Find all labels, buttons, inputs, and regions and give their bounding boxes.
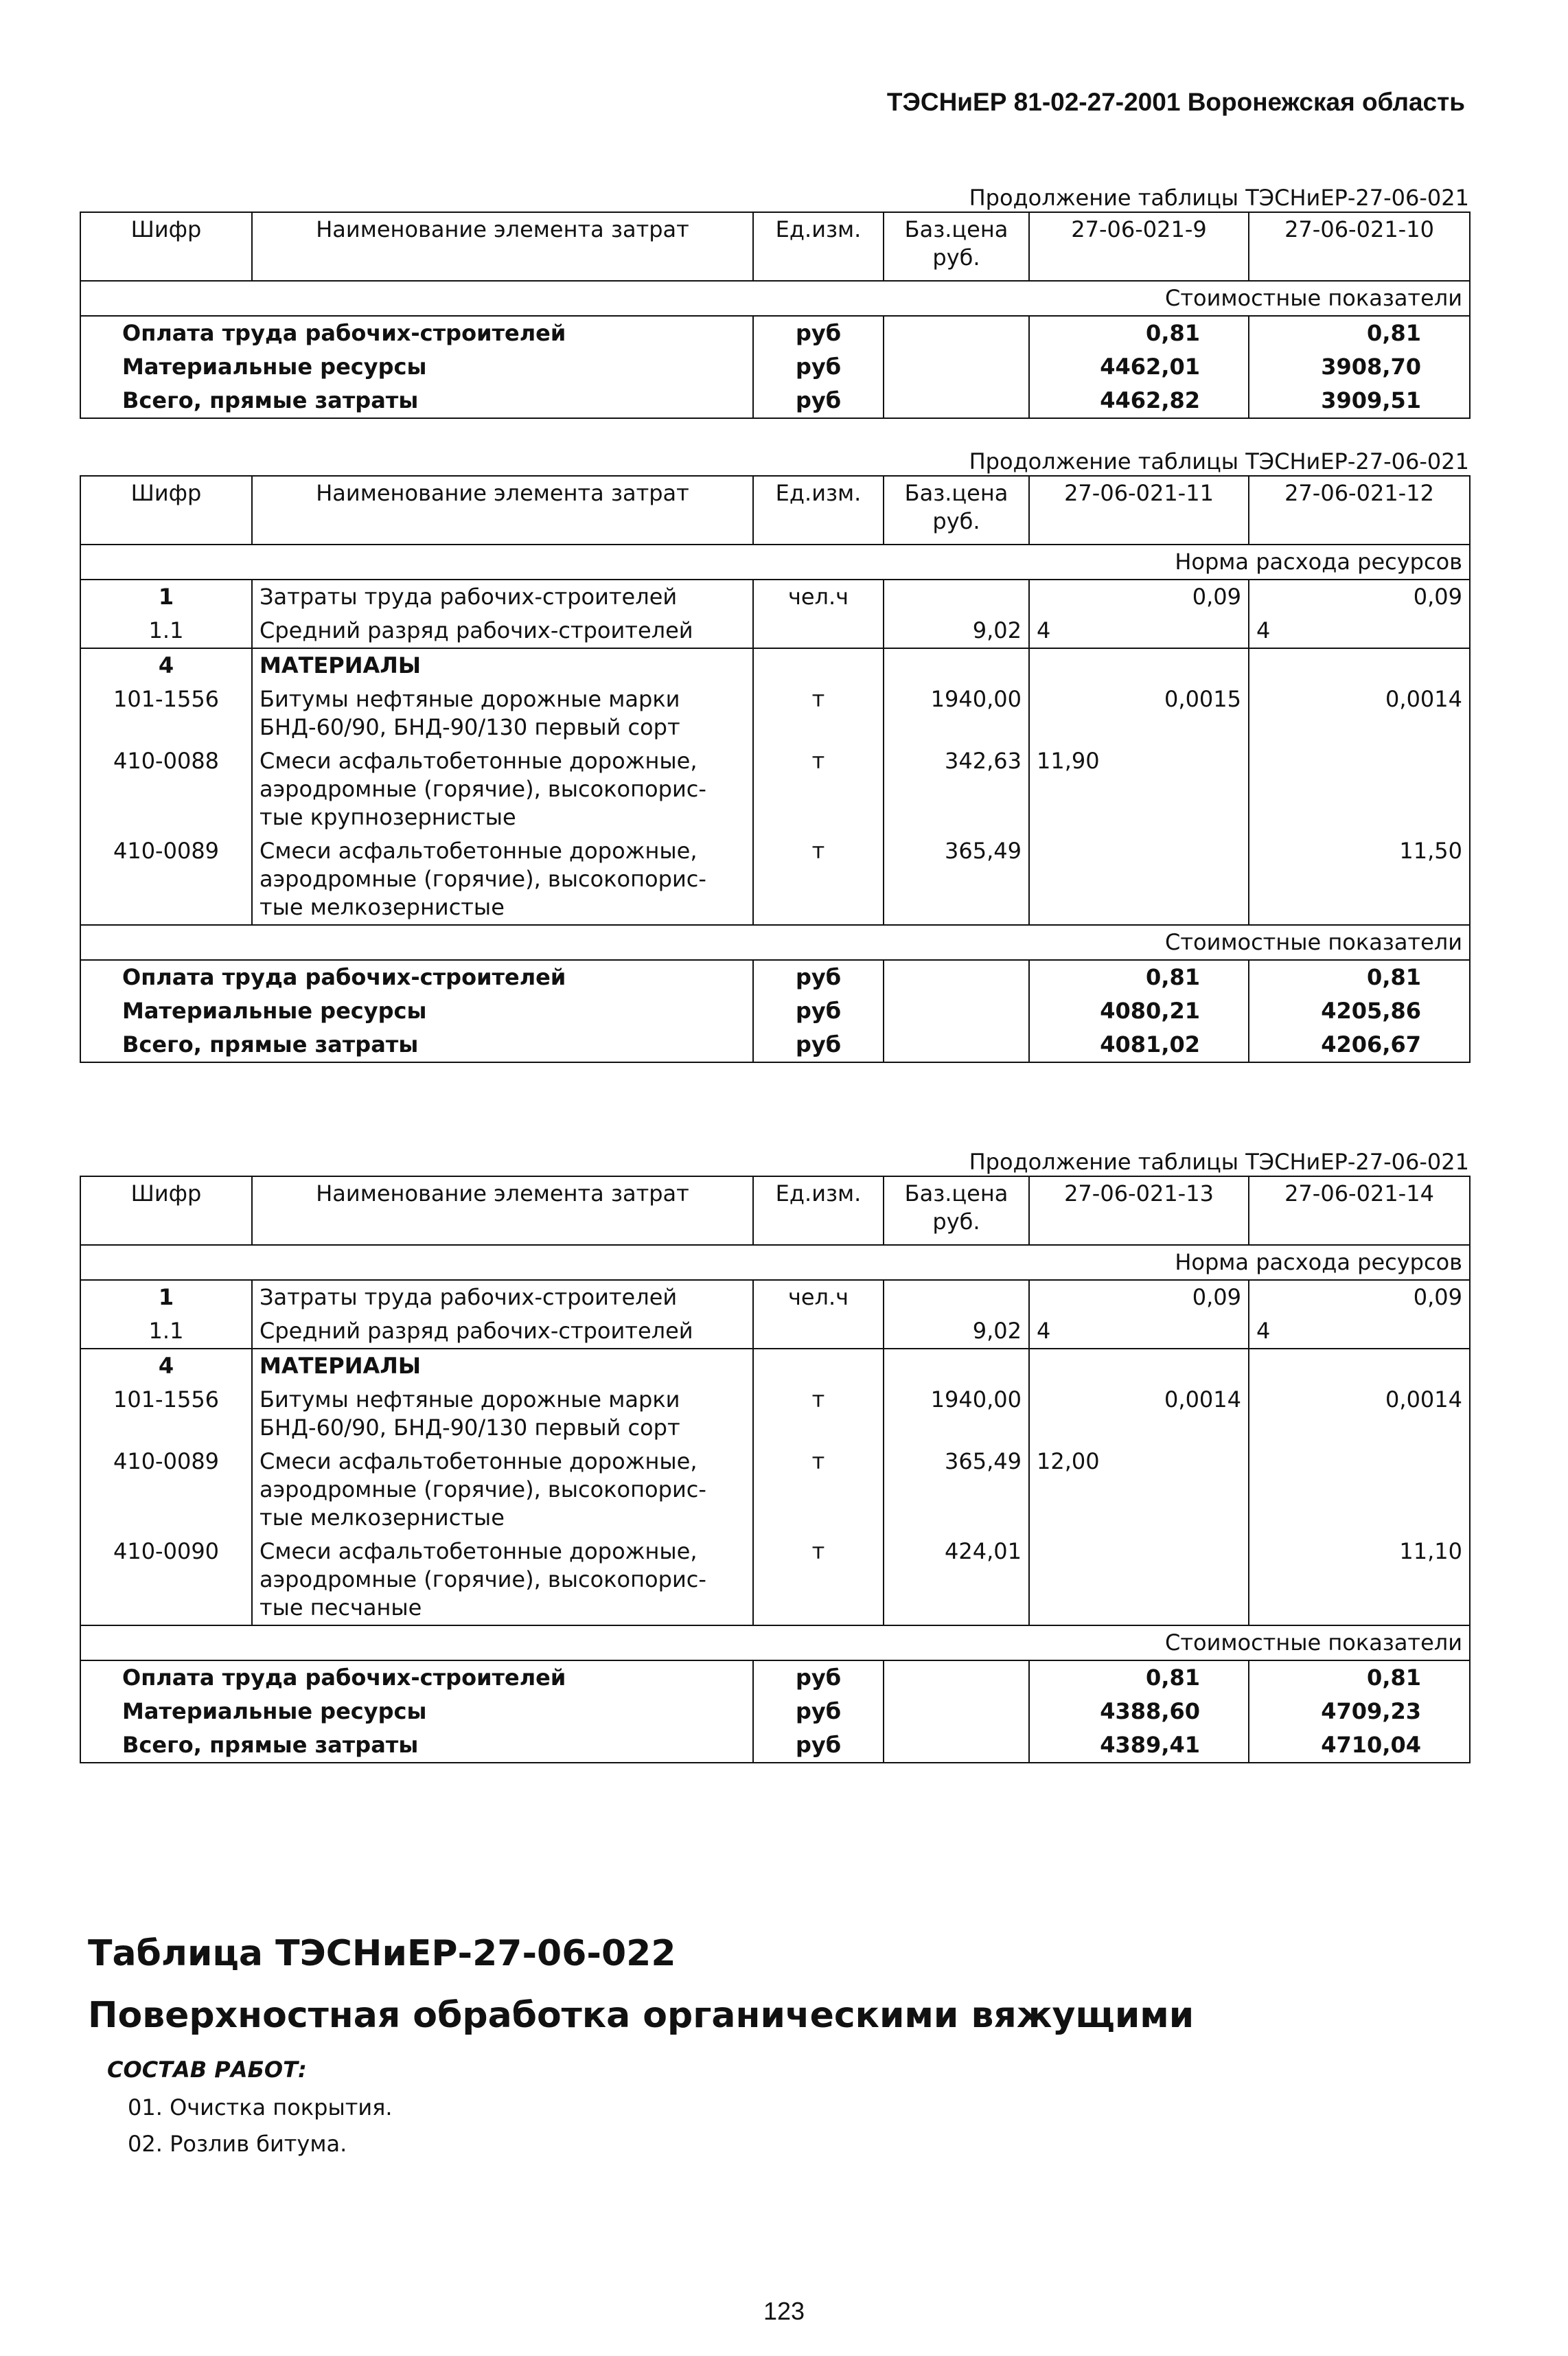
table-caption: Продолжение таблицы ТЭСНиЕР-27-06-021: [969, 185, 1469, 211]
row-name: Смеси асфальтобетонные дорожные, аэродромные (горячие), высокопорис-тые крупнозернистые: [252, 744, 753, 834]
total-price: [884, 960, 1029, 994]
row-price: 9,02: [884, 614, 1029, 648]
col-header-price: Баз.цена руб.: [884, 476, 1029, 545]
total-price: [884, 1695, 1029, 1728]
table-header-row: [80, 476, 1470, 545]
row-value-a: 0,09: [1029, 580, 1249, 614]
table-row: [80, 1280, 1470, 1314]
table-block-1: [80, 184, 1469, 419]
row-code: 410-0089: [80, 1445, 252, 1535]
section-label: Норма расхода ресурсов: [80, 1245, 1470, 1280]
total-price: [884, 1728, 1029, 1763]
total-row: [80, 1728, 1470, 1763]
col-header-code: Шифр: [80, 476, 252, 545]
row-name: Средний разряд рабочих-строителей: [252, 614, 753, 648]
row-value-b: 0,09: [1249, 1280, 1470, 1314]
total-unit: руб: [753, 384, 884, 418]
row-value-a: 0,0014: [1029, 1383, 1249, 1445]
row-value-b: [1249, 1445, 1470, 1535]
total-price: [884, 994, 1029, 1028]
total-value-a: 0,81: [1029, 960, 1249, 994]
table-row: [80, 1535, 1470, 1625]
row-price: 1940,00: [884, 1383, 1029, 1445]
resource-table: [80, 1176, 1471, 1763]
total-price: [884, 316, 1029, 350]
col-header-code: Шифр: [80, 1176, 252, 1245]
row-name: Средний разряд рабочих-строителей: [252, 1314, 753, 1349]
total-row: [80, 384, 1470, 418]
table-row: [80, 683, 1470, 744]
row-code: 4: [80, 1349, 252, 1383]
total-label: Всего, прямые затраты: [80, 1728, 753, 1763]
total-price: [884, 1028, 1029, 1062]
row-name: Смеси асфальтобетонные дорожные, аэродромные (горячие), высокопорис-тые песчаные: [252, 1535, 753, 1625]
page-number: 123: [763, 2297, 805, 2325]
total-unit: руб: [753, 316, 884, 350]
col-header-name: Наименование элемента затрат: [252, 476, 753, 545]
row-unit: т: [753, 744, 884, 834]
row-unit: чел.ч: [753, 580, 884, 614]
table-row-materials: [80, 648, 1470, 683]
section-row-norms: [80, 1245, 1470, 1280]
row-name: Затраты труда рабочих-строителей: [252, 580, 753, 614]
total-unit: руб: [753, 994, 884, 1028]
row-price: 9,02: [884, 1314, 1029, 1349]
total-row: [80, 316, 1470, 350]
table-row: [80, 1314, 1470, 1349]
total-row: [80, 1660, 1470, 1695]
row-value-b: 4: [1249, 614, 1470, 648]
section-subtitle: Поверхностная обработка органическими вяжущими: [88, 1995, 1195, 2036]
row-name: Затраты труда рабочих-строителей: [252, 1280, 753, 1314]
total-row: [80, 350, 1470, 384]
row-value-b: 0,0014: [1249, 683, 1470, 744]
col-header-name: Наименование элемента затрат: [252, 1176, 753, 1245]
col-header-unit: Ед.изм.: [753, 1176, 884, 1245]
table-block-2: [80, 448, 1469, 1063]
table-row: [80, 1445, 1470, 1535]
row-name: Битумы нефтяные дорожные марки БНД-60/90, БНД-90/130 первый сорт: [252, 683, 753, 744]
total-unit: руб: [753, 1695, 884, 1728]
row-name: Смеси асфальтобетонные дорожные, аэродромные (горячие), высокопорис-тые мелкозернистые: [252, 834, 753, 925]
section-title: Таблица ТЭСНиЕР-27-06-022: [88, 1933, 676, 1974]
total-value-a: 4462,01: [1029, 350, 1249, 384]
col-header-b: 27-06-021-10: [1249, 212, 1470, 281]
row-unit: чел.ч: [753, 1280, 884, 1314]
section-row-costs: [80, 1625, 1470, 1660]
work-item: 02. Розлив битума.: [128, 2131, 347, 2157]
total-value-a: 4462,82: [1029, 384, 1249, 418]
resource-table: [80, 211, 1471, 419]
table-row: [80, 834, 1470, 925]
row-code: 1.1: [80, 614, 252, 648]
row-value-a: 0,09: [1029, 1280, 1249, 1314]
total-price: [884, 1660, 1029, 1695]
total-unit: руб: [753, 1028, 884, 1062]
total-value-b: 0,81: [1249, 1660, 1470, 1695]
section-row-costs: [80, 925, 1470, 960]
table-row: [80, 614, 1470, 648]
total-row: [80, 960, 1470, 994]
total-value-b: 4205,86: [1249, 994, 1470, 1028]
row-price: 1940,00: [884, 683, 1029, 744]
total-value-a: 4388,60: [1029, 1695, 1249, 1728]
row-price: 424,01: [884, 1535, 1029, 1625]
col-header-price: Баз.цена руб.: [884, 212, 1029, 281]
row-value-b: 11,50: [1249, 834, 1470, 925]
total-label: Материальные ресурсы: [80, 994, 753, 1028]
row-code: 1: [80, 1280, 252, 1314]
row-name: Битумы нефтяные дорожные марки БНД-60/90, БНД-90/130 первый сорт: [252, 1383, 753, 1445]
section-row-costs: [80, 281, 1470, 316]
total-unit: руб: [753, 960, 884, 994]
row-value-b: [1249, 744, 1470, 834]
row-value-a: 11,90: [1029, 744, 1249, 834]
total-price: [884, 384, 1029, 418]
row-unit: т: [753, 834, 884, 925]
row-value-a: 4: [1029, 614, 1249, 648]
table-row: [80, 580, 1470, 614]
total-label: Материальные ресурсы: [80, 350, 753, 384]
total-unit: руб: [753, 1728, 884, 1763]
row-value-b: 0,09: [1249, 580, 1470, 614]
total-label: Оплата труда рабочих-строителей: [80, 316, 753, 350]
row-code: 410-0089: [80, 834, 252, 925]
section-label: Стоимостные показатели: [80, 925, 1470, 960]
row-code: 101-1556: [80, 1383, 252, 1445]
total-value-b: 3909,51: [1249, 384, 1470, 418]
total-label: Материальные ресурсы: [80, 1695, 753, 1728]
row-value-a: [1029, 834, 1249, 925]
row-price: 342,63: [884, 744, 1029, 834]
section-label: Стоимостные показатели: [80, 281, 1470, 316]
table-row-materials: [80, 1349, 1470, 1383]
document-header: ТЭСНиЕР 81-02-27-2001 Воронежская область: [886, 88, 1465, 116]
table-row: [80, 744, 1470, 834]
row-unit: [753, 1314, 884, 1349]
total-value-b: 0,81: [1249, 316, 1470, 350]
total-label: Всего, прямые затраты: [80, 384, 753, 418]
row-value-a: 12,00: [1029, 1445, 1249, 1535]
total-row: [80, 994, 1470, 1028]
row-unit: [753, 614, 884, 648]
total-value-b: 4709,23: [1249, 1695, 1470, 1728]
materials-heading: МАТЕРИАЛЫ: [252, 1349, 753, 1383]
col-header-b: 27-06-021-14: [1249, 1176, 1470, 1245]
total-unit: руб: [753, 350, 884, 384]
total-value-b: 4710,04: [1249, 1728, 1470, 1763]
table-caption: Продолжение таблицы ТЭСНиЕР-27-06-021: [969, 1149, 1469, 1175]
row-price: [884, 1280, 1029, 1314]
table-row: [80, 1383, 1470, 1445]
col-header-a: 27-06-021-13: [1029, 1176, 1249, 1245]
row-price: 365,49: [884, 1445, 1029, 1535]
works-heading: СОСТАВ РАБОТ:: [107, 2057, 307, 2083]
table-caption: Продолжение таблицы ТЭСНиЕР-27-06-021: [969, 448, 1469, 474]
table-header-row: [80, 212, 1470, 281]
row-value-a: [1029, 1535, 1249, 1625]
col-header-code: Шифр: [80, 212, 252, 281]
total-value-b: 0,81: [1249, 960, 1470, 994]
row-price: [884, 580, 1029, 614]
work-item: 01. Очистка покрытия.: [128, 2094, 393, 2120]
row-value-b: 0,0014: [1249, 1383, 1470, 1445]
total-label: Всего, прямые затраты: [80, 1028, 753, 1062]
row-value-a: 0,0015: [1029, 683, 1249, 744]
total-row: [80, 1695, 1470, 1728]
row-code: 101-1556: [80, 683, 252, 744]
total-value-a: 0,81: [1029, 316, 1249, 350]
total-value-a: 4081,02: [1029, 1028, 1249, 1062]
section-label: Норма расхода ресурсов: [80, 545, 1470, 580]
row-code: 410-0088: [80, 744, 252, 834]
col-header-name: Наименование элемента затрат: [252, 212, 753, 281]
col-header-price: Баз.цена руб.: [884, 1176, 1029, 1245]
col-header-a: 27-06-021-11: [1029, 476, 1249, 545]
total-price: [884, 350, 1029, 384]
col-header-a: 27-06-021-9: [1029, 212, 1249, 281]
col-header-unit: Ед.изм.: [753, 212, 884, 281]
row-value-b: 4: [1249, 1314, 1470, 1349]
table-block-3: [80, 1148, 1469, 1763]
row-unit: т: [753, 683, 884, 744]
total-value-b: 3908,70: [1249, 350, 1470, 384]
row-price: 365,49: [884, 834, 1029, 925]
total-label: Оплата труда рабочих-строителей: [80, 960, 753, 994]
row-code: 1: [80, 580, 252, 614]
total-value-a: 4389,41: [1029, 1728, 1249, 1763]
total-value-a: 0,81: [1029, 1660, 1249, 1695]
row-unit: т: [753, 1383, 884, 1445]
section-row-norms: [80, 545, 1470, 580]
col-header-unit: Ед.изм.: [753, 476, 884, 545]
total-value-a: 4080,21: [1029, 994, 1249, 1028]
section-label: Стоимостные показатели: [80, 1625, 1470, 1660]
row-unit: т: [753, 1535, 884, 1625]
total-label: Оплата труда рабочих-строителей: [80, 1660, 753, 1695]
total-row: [80, 1028, 1470, 1062]
row-value-a: 4: [1029, 1314, 1249, 1349]
row-name: Смеси асфальтобетонные дорожные, аэродромные (горячие), высокопорис-тые мелкозернистые: [252, 1445, 753, 1535]
total-unit: руб: [753, 1660, 884, 1695]
table-header-row: [80, 1176, 1470, 1245]
row-code: 410-0090: [80, 1535, 252, 1625]
row-unit: т: [753, 1445, 884, 1535]
resource-table: [80, 475, 1471, 1063]
col-header-b: 27-06-021-12: [1249, 476, 1470, 545]
row-code: 1.1: [80, 1314, 252, 1349]
row-value-b: 11,10: [1249, 1535, 1470, 1625]
materials-heading: МАТЕРИАЛЫ: [252, 648, 753, 683]
total-value-b: 4206,67: [1249, 1028, 1470, 1062]
row-code: 4: [80, 648, 252, 683]
